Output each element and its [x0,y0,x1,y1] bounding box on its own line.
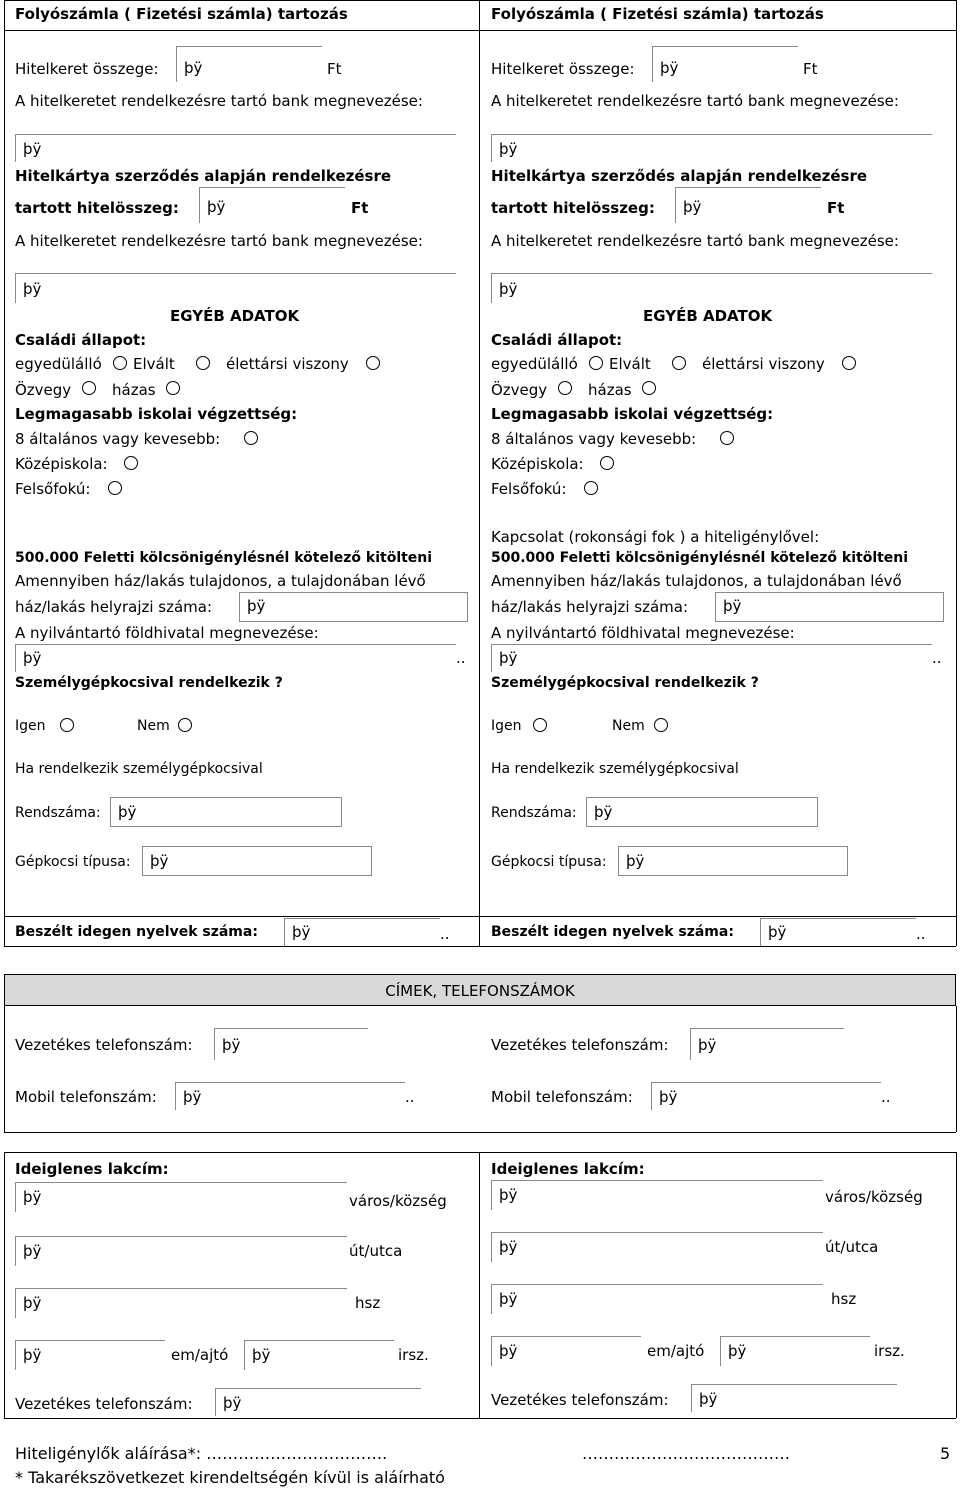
left-owner-line: Amennyiben ház/lakás tulajdonos, a tulajdonában lévő [15,572,426,590]
left-marital-label: Családi állapot: [15,331,147,349]
left-border [4,0,5,946]
left-edu-secondary-radio[interactable] [124,456,138,470]
contacts-bottom-border [4,1132,956,1133]
left-street-input[interactable]: þÿ [15,1236,347,1266]
left-plate-input[interactable]: þÿ [110,797,342,827]
left-yes-label: Igen [15,718,46,734]
left-card-currency: Ft [351,199,369,217]
left-no-radio[interactable] [178,718,192,732]
address-left-border [4,1152,5,1418]
right-car-type-input[interactable]: þÿ [618,846,848,876]
right-landline-label: Vezetékes telefonszám: [491,1036,669,1054]
left-bank-label: A hitelkeretet rendelkezésre tartó bank megnevezése: [15,92,423,110]
right-zip-input[interactable]: þÿ [491,1336,641,1366]
right-plot-input[interactable]: þÿ [715,592,944,622]
left-other-title: EGYÉB ADATOK [170,307,300,325]
left-zip-label: irsz. [398,1346,429,1364]
right-no-radio[interactable] [654,718,668,732]
left-land-office-dots: .. [456,649,466,667]
address-top-border [4,1152,956,1153]
signature-line: Hiteligénylők aláírása*: ……………………………. [15,1444,388,1463]
left-single-radio[interactable] [113,356,127,370]
right-loan-note: 500.000 Feletti kölcsönigénylésnél kötelező kitölteni [491,550,909,566]
left-hitelkeret-currency: Ft [327,60,342,78]
right-card-input[interactable]: þÿ [675,187,821,223]
address-right-border [956,1152,957,1418]
address-bottom-border [4,1418,956,1419]
left-edu-higher-label: Felsőfokú: [15,480,91,498]
right-opt-widow-label: Özvegy [491,381,548,399]
left-widow-radio[interactable] [82,381,96,395]
right-landline-input[interactable]: þÿ [690,1028,844,1060]
right-border [956,0,957,946]
right-card-currency: Ft [827,199,845,217]
right-city-input[interactable]: þÿ [491,1180,823,1210]
right-street-input[interactable]: þÿ [491,1232,823,1262]
top-border [4,0,956,1]
right-bank-label: A hitelkeretet rendelkezésre tartó bank megnevezése: [491,92,899,110]
left-edu-primary-radio[interactable] [244,431,258,445]
left-bank-input[interactable]: þÿ [15,134,456,162]
right-yes-label: Igen [491,718,522,734]
left-door-label: em/ajtó [171,1346,229,1364]
left-loan-note: 500.000 Feletti kölcsönigénylésnél kötelező kitölteni [15,550,433,566]
right-temp-landline-input[interactable]: þÿ [691,1384,897,1412]
left-city-label: város/község [349,1192,447,1210]
right-bank-input[interactable]: þÿ [491,134,932,162]
left-married-radio[interactable] [166,381,180,395]
right-edu-primary-label: 8 általános vagy kevesebb: [491,430,697,448]
right-edu-secondary-radio[interactable] [600,456,614,470]
contacts-left-border [4,1006,5,1132]
right-edu-label: Legmagasabb iskolai végzettség: [491,405,774,423]
left-car-type-input[interactable]: þÿ [142,846,372,876]
section1-bottom-border [4,916,956,917]
right-divorced-radio[interactable] [672,356,686,370]
right-car-if: Ha rendelkezik személygépkocsival [491,761,739,777]
right-edu-higher-radio[interactable] [584,481,598,495]
right-plot-label: ház/lakás helyrajzi száma: [491,598,689,616]
left-edu-primary-label: 8 általános vagy kevesebb: [15,430,221,448]
left-opt-partner-label: élettársi viszony [226,355,349,373]
right-yes-radio[interactable] [533,718,547,732]
left-plot-input[interactable]: þÿ [239,592,468,622]
right-kinship-label: Kapcsolat (rokonsági fok ) a hiteligénylővel: [491,528,820,546]
left-street-label: út/utca [349,1242,403,1260]
left-card-line2: tartott hitelösszeg: [15,199,179,217]
right-edu-higher-label: Felsőfokú: [491,480,567,498]
right-mobile-input[interactable]: þÿ [651,1082,881,1110]
right-land-office-input[interactable]: þÿ [491,644,932,672]
right-other-title: EGYÉB ADATOK [643,307,773,325]
title-divider [4,30,956,31]
address-center-divider [479,1152,480,1418]
left-landline-input[interactable]: þÿ [214,1028,368,1060]
right-bank2-label: A hitelkeretet rendelkezésre tartó bank megnevezése: [491,232,899,250]
right-owner-line: Amennyiben ház/lakás tulajdonos, a tulajdonában lévő [491,572,902,590]
right-temp-landline-label: Vezetékes telefonszám: [491,1391,669,1409]
right-marital-label: Családi állapot: [491,331,623,349]
right-opt-divorced-label: Elvált [609,355,651,373]
left-opt-married-label: házas [112,381,156,399]
left-card-input[interactable]: þÿ [199,187,345,223]
left-title: Folyószámla ( Fizetési számla) tartozás [15,5,348,23]
left-yes-radio[interactable] [60,718,74,732]
left-mobile-input[interactable]: þÿ [175,1082,405,1110]
right-edu-primary-radio[interactable] [720,431,734,445]
left-card-line1: Hitelkártya szerződés alapján rendelkezésre [15,167,392,185]
left-zip-input[interactable]: þÿ [15,1340,165,1370]
left-city-input[interactable]: þÿ [15,1182,347,1212]
right-no-label: Nem [612,718,645,734]
left-number-label: hsz [355,1294,381,1312]
left-languages-dots: .. [440,925,450,943]
left-bank2-input[interactable]: þÿ [15,273,456,303]
left-plot-label: ház/lakás helyrajzi száma: [15,598,213,616]
right-car-question: Személygépkocsival rendelkezik ? [491,675,759,691]
right-card-line1: Hitelkártya szerződés alapján rendelkezésre [491,167,868,185]
left-number-input[interactable]: þÿ [15,1288,347,1318]
right-land-office-dots: .. [932,649,942,667]
right-street-label: út/utca [825,1238,879,1256]
right-plate-label: Rendszáma: [491,805,577,821]
right-city-label: város/község [825,1188,923,1206]
left-landline-label: Vezetékes telefonszám: [15,1036,193,1054]
right-temp-address-label: Ideiglenes lakcím: [491,1160,645,1178]
right-hitelkeret-input[interactable]: þÿ [652,46,798,82]
left-car-if: Ha rendelkezik személygépkocsival [15,761,263,777]
left-opt-single-label: egyedülálló [15,355,102,373]
right-plate-input[interactable]: þÿ [586,797,818,827]
left-divorced-radio[interactable] [196,356,210,370]
languages-bottom-border [4,946,956,947]
left-opt-divorced-label: Elvált [133,355,175,373]
right-married-radio[interactable] [642,381,656,395]
right-mobile-label: Mobil telefonszám: [491,1088,633,1106]
right-single-radio[interactable] [589,356,603,370]
left-temp-landline-label: Vezetékes telefonszám: [15,1395,193,1413]
left-edu-secondary-label: Középiskola: [15,455,108,473]
left-car-question: Személygépkocsival rendelkezik ? [15,675,283,691]
left-edu-label: Legmagasabb iskolai végzettség: [15,405,298,423]
left-mobile-label: Mobil telefonszám: [15,1088,157,1106]
right-hitelkeret-label: Hitelkeret összege: [491,60,635,78]
left-edu-higher-radio[interactable] [108,481,122,495]
right-card-line2: tartott hitelösszeg: [491,199,655,217]
left-land-office-input[interactable]: þÿ [15,644,456,672]
left-temp-address-label: Ideiglenes lakcím: [15,1160,169,1178]
right-car-type-label: Gépkocsi típusa: [491,854,607,870]
left-hitelkeret-input[interactable]: þÿ [176,46,322,82]
right-mobile-dots: .. [881,1088,891,1106]
left-temp-landline-input[interactable]: þÿ [215,1388,421,1416]
footer-note: * Takarékszövetkezet kirendeltségén kívül is aláírható [15,1468,445,1487]
left-languages-input[interactable]: þÿ [284,918,440,946]
left-opt-widow-label: Özvegy [15,381,72,399]
right-number-label: hsz [831,1290,857,1308]
right-hitelkeret-currency: Ft [803,60,818,78]
right-languages-label: Beszélt idegen nyelvek száma: [491,924,734,940]
right-number-input[interactable]: þÿ [491,1284,823,1314]
signature-dots-right: ………………………………… [582,1444,790,1463]
left-door-input[interactable]: þÿ [244,1340,394,1370]
right-zip-label: irsz. [874,1342,905,1360]
right-opt-partner-label: élettársi viszony [702,355,825,373]
contacts-right-border [956,1006,957,1132]
right-bank2-input[interactable]: þÿ [491,273,932,303]
right-door-label: em/ajtó [647,1342,705,1360]
right-land-office-label: A nyilvántartó földhivatal megnevezése: [491,624,795,642]
right-edu-secondary-label: Középiskola: [491,455,584,473]
left-car-type-label: Gépkocsi típusa: [15,854,131,870]
right-opt-married-label: házas [588,381,632,399]
right-languages-dots: .. [916,925,926,943]
left-plate-label: Rendszáma: [15,805,101,821]
left-hitelkeret-label: Hitelkeret összege: [15,60,159,78]
right-widow-radio[interactable] [558,381,572,395]
left-bank2-label: A hitelkeretet rendelkezésre tartó bank megnevezése: [15,232,423,250]
left-no-label: Nem [137,718,170,734]
right-title: Folyószámla ( Fizetési számla) tartozás [491,5,824,23]
left-mobile-dots: .. [405,1088,415,1106]
page-number: 5 [940,1444,951,1463]
right-partner-radio[interactable] [842,356,856,370]
right-opt-single-label: egyedülálló [491,355,578,373]
contacts-title: CÍMEK, TELEFONSZÁMOK [385,982,575,1000]
center-divider [479,0,480,946]
left-languages-label: Beszélt idegen nyelvek száma: [15,924,258,940]
left-partner-radio[interactable] [366,356,380,370]
left-land-office-label: A nyilvántartó földhivatal megnevezése: [15,624,319,642]
right-languages-input[interactable]: þÿ [760,918,916,946]
right-door-input[interactable]: þÿ [720,1336,870,1366]
